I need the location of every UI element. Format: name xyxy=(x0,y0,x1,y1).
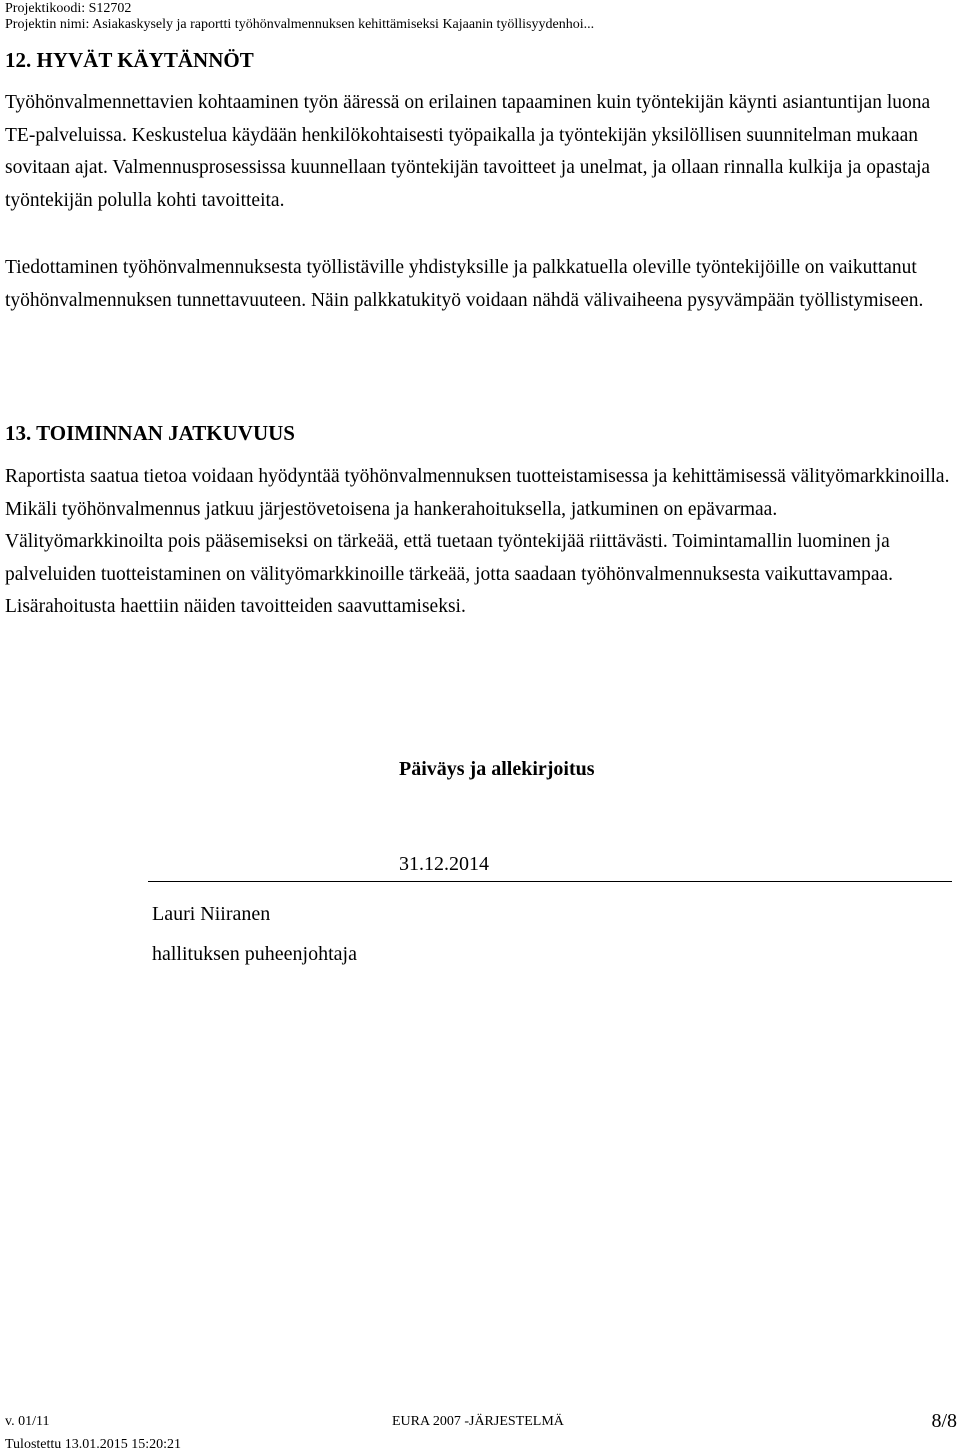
signature-line xyxy=(148,881,952,882)
section-12-paragraph: Työhönvalmennettavien kohtaaminen työn ääressä on erilainen tapaaminen kuin työntekijän käynti asiantuntijan luona TE-palveluissa. Keskustelua käydään henkilökohtaisesti työpaikalla ja työntekijän yksilöllisen suunnitelman mukaan sovitaan ajat. Valmennusprosessissa kuunnellaan työntekijän tavoitteet ja unelmat, ja ollaan rinnalla kulkija ja opastaja työntekijän polulla kohti tavoitteita. xyxy=(5,92,931,211)
project-code: Projektikoodi: S12702 xyxy=(5,1,132,16)
section-12-body-2 xyxy=(5,252,957,317)
section-12-paragraph: Tiedottaminen työhönvalmennuksesta työllistäville yhdistyksille ja palkkatuella oleville työntekijöille on vaikuttanut työhönvalmennuksen tunnettavuuteen. Näin palkkatukityö voidaan nähdä välivaiheena pysyvämpään työllistymiseen. xyxy=(5,257,924,311)
signer-role: hallituksen puheenjohtaja xyxy=(152,943,357,965)
section-12-heading: 12. HYVÄT KÄYTÄNNÖT xyxy=(5,48,254,72)
signer-name: Lauri Niiranen xyxy=(152,903,271,925)
signature-date: 31.12.2014 xyxy=(399,853,489,875)
footer-printed: Tulostettu 13.01.2015 15:20:21 xyxy=(5,1437,182,1452)
signature-title: Päiväys ja allekirjoitus xyxy=(399,758,595,780)
footer-version: v. 01/11 xyxy=(5,1414,50,1429)
section-12-body xyxy=(5,87,957,217)
section-13-body xyxy=(5,461,957,624)
page-number: 8/8 xyxy=(931,1410,957,1432)
footer-system: EURA 2007 -JÄRJESTELMÄ xyxy=(392,1414,564,1429)
section-13-paragraph: Lisärahoitusta haettiin näiden tavoitteiden saavuttamiseksi. xyxy=(5,596,466,617)
section-13-paragraph: Raportista saatua tietoa voidaan hyödyntää työhönvalmennuksen tuotteistamisessa ja kehittämisessä välityömarkkinoilla. Mikäli työhönvalmennus jatkuu järjestövetoisena ja hankerahoituksella, jatkuminen on epävarmaa. xyxy=(5,466,950,520)
project-name: Projektin nimi: Asiakaskysely ja raportti työhönvalmennuksen kehittämiseksi Kajaanin työllisyydenhoi... xyxy=(5,17,595,32)
section-13-heading: 13. TOIMINNAN JATKUVUUS xyxy=(5,421,295,445)
section-13-paragraph: Välityömarkkinoilta pois pääsemiseksi on tärkeää, että tuetaan työntekijää riittävästi. Toimintamallin luominen ja palveluiden tuotteistaminen on välityömarkkinoille tärkeää, jotta saadaan työhönvalmennuksesta vaikuttavampaa. xyxy=(5,531,894,585)
